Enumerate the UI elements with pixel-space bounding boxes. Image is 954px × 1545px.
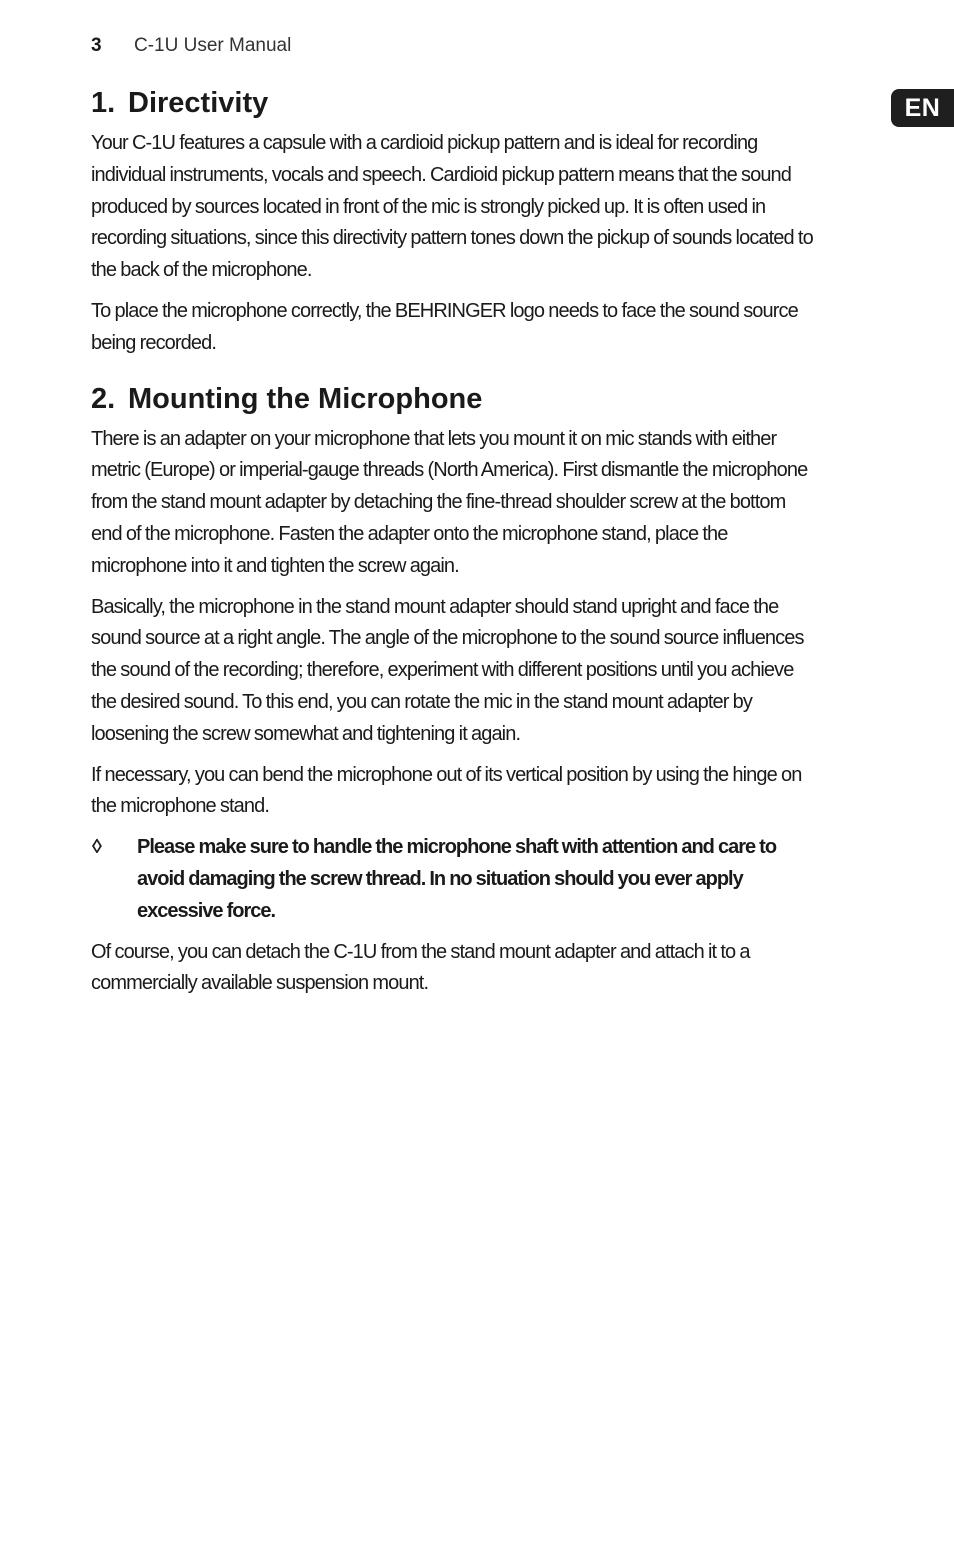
caution-note	[91, 832, 813, 927]
page-header	[91, 34, 291, 58]
section-heading	[91, 84, 813, 122]
caution-text: Please make sure to handle the microphone shaft with attention and care to avoid damaging the screw thread. In no situation should you ever apply excessive force.	[137, 836, 777, 922]
language-tab: EN	[891, 89, 954, 127]
section-heading	[91, 380, 813, 418]
diamond-icon: ◊	[92, 836, 102, 859]
section-title: Mounting the Microphone	[128, 382, 483, 415]
section-title: Directivity	[128, 87, 269, 119]
section-number: 2.	[91, 382, 116, 415]
paragraph: Your C-1U features a capsule with a cardioid pickup pattern and is ideal for recording individual instruments, vocals and speech. Cardioid pickup pattern means that the sound produced by sources located in front of the mic is strongly picked up. It is often used in recording situations, since this directivity pattern tones down the pickup of sounds located to the back of the microphone.	[91, 132, 813, 282]
paragraph: There is an adapter on your microphone that lets you mount it on mic stands with either metric (Europe) or imperial-gauge threads (North America). First dismantle the microphone from the stand mount adapter by detaching the fine-thread shoulder screw at the bottom end of the microphone. Fasten the adapter onto the microphone stand, place the microphone into it and tighten the screw again.	[91, 427, 808, 577]
paragraph: Basically, the microphone in the stand mount adapter should stand upright and face the sound source at a right angle. The angle of the microphone to the sound source influences the sound of the recording; therefore, experiment with different positions until you achieve the desired sound. To this end, you can rotate the mic in the stand mount adapter by loosening the screw somewhat and tightening it again.	[91, 595, 804, 745]
section-mounting	[91, 380, 813, 1001]
paragraph: If necessary, you can bend the microphone out of its vertical position by using the hinge on the microphone stand.	[91, 763, 802, 818]
manual-title: C-1U User Manual	[134, 35, 292, 56]
section-number: 1.	[91, 87, 116, 119]
page-number: 3	[91, 35, 102, 56]
paragraph: To place the microphone correctly, the BEHRINGER logo needs to face the sound source being recorded.	[91, 299, 798, 354]
section-directivity	[91, 84, 813, 360]
paragraph: Of course, you can detach the C-1U from the stand mount adapter and attach it to a commercially available suspension mount.	[91, 940, 750, 995]
page-content	[91, 84, 813, 1000]
